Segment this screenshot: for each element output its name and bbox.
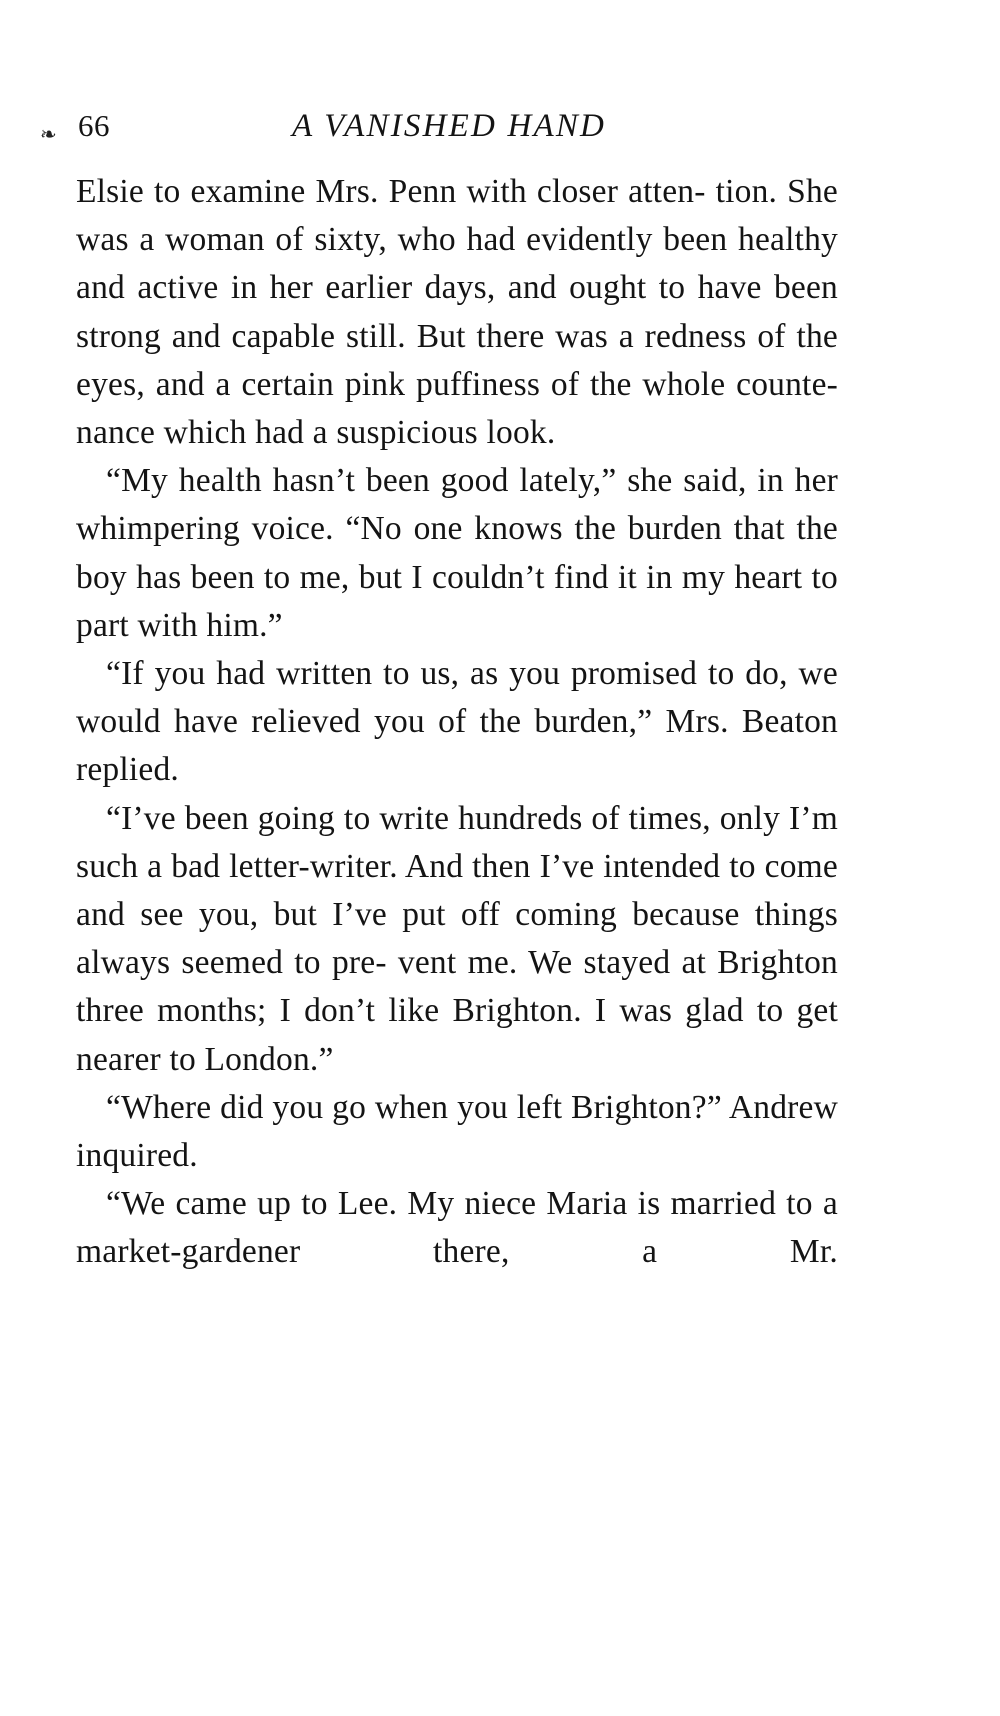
printer-mark-icon: ❧ xyxy=(40,122,57,146)
paragraph-1: Elsie to examine Mrs. Penn with closer atten- tion. She was a woman of sixty, who had evidently been healthy and active in her earlier days, and ought to have been strong and capable still. But there was a redness of the eyes, and a certain pink puffiness of the whole counte- nance which had a suspicious look. xyxy=(76,173,838,452)
body-text xyxy=(76,168,838,1277)
page-number: 66 xyxy=(78,108,110,143)
paragraph-3: “If you had written to us, as you promised to do, we would have relieved you of the burden,” Mrs. Beaton replied. xyxy=(76,655,838,789)
paragraph-4: “I’ve been going to write hundreds of times, only I’m such a bad letter-writer. And then I’ve intended to come and see you, but I’ve put off coming because things always seemed to pre- vent me. We stayed at Brighton three months; I don’t like Brighton. I was glad to get nearer to London.” xyxy=(76,799,838,1078)
paragraph-5: “Where did you go when you left Brighton?” Andrew inquired. xyxy=(76,1088,838,1175)
page-header xyxy=(0,108,1000,152)
running-title: A VANISHED HAND xyxy=(292,108,607,144)
paragraph-6: “We came up to Lee. My niece Maria is married to a market-gardener there, a Mr. xyxy=(76,1185,838,1271)
paragraph-2: “My health hasn’t been good lately,” she said, in her whimpering voice. “No one knows the burden that the boy has been to me, but I couldn’t find it in my heart to part with him.” xyxy=(76,462,838,644)
